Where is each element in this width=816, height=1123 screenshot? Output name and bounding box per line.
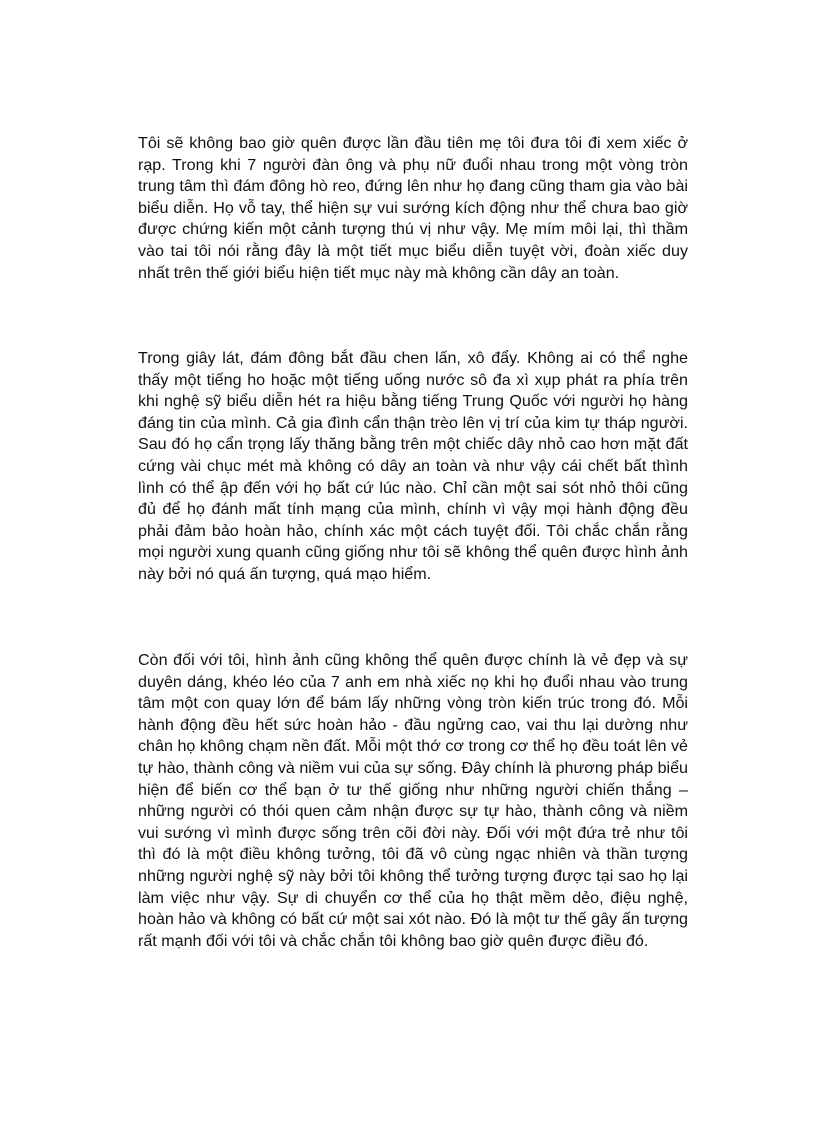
paragraph-2: Trong giây lát, đám đông bắt đầu chen lấn, xô đẩy. Không ai có thể nghe thấy một tiếng ho hoặc một tiếng uống nước sô đa xì xụp phát ra phía trên khi nghệ sỹ biểu diễn hét ra hiệu bằng tiếng Trung Quốc với người họ hàng đáng tin của mình. Cả gia đình cẩn thận trèo lên vị trí của kim tự tháp người. Sau đó họ cẩn trọng lấy thăng bằng trên một chiếc dây nhỏ cao hơn mặt đất cứng vài chục mét mà không có dây an toàn và như vậy cái chết bất thình lình có thể ập đến với họ bất cứ lúc nào. Chỉ cần một sai sót nhỏ thôi cũng đủ để họ đánh mất tính mạng của mình, chính vì vậy mọi hành động đều phải đảm bảo hoàn hảo, chính xác một cách tuyệt đối. Tôi chắc chắn rằng mọi người xung quanh cũng giống như tôi sẽ không thể quên được hình ảnh này bởi nó quá ấn tượng, quá mạo hiểm.	[138, 349, 688, 583]
paragraph-1: Tôi sẽ không bao giờ quên được lần đầu tiên mẹ tôi đưa tôi đi xem xiếc ở rạp. Trong khi 7 người đàn ông và phụ nữ đuổi nhau trong một vòng tròn trung tâm thì đám đông hò reo, đứng lên như họ đang cũng tham gia vào bài biểu diễn. Họ vỗ tay, thể hiện sự vui sướng kích động như thể chưa bao giờ được chứng kiến một cảnh tượng thú vị như vậy. Mẹ mím môi lại, thì thầm vào tai tôi nói rằng đây là một tiết mục biểu diễn tuyệt vời, đoàn xiếc duy nhất trên thế giới biểu hiện tiết mục này mà không cần dây an toàn.	[138, 134, 688, 282]
paragraph-3: Còn đối với tôi, hình ảnh cũng không thể quên được chính là vẻ đẹp và sự duyên dáng, khéo léo của 7 anh em nhà xiếc nọ khi họ đuổi nhau vào trung tâm một con quay lớn để bám lấy những vòng tròn kiến trúc trong đó. Mỗi hành động đều hết sức hoàn hảo - đầu ngửng cao, vai thu lại dường như chân họ không chạm nền đất. Mỗi một thớ cơ trong cơ thể họ đều toát lên vẻ tự hào, thành công và niềm vui của sự sống. Đây chính là phương pháp biểu hiện để biến cơ thể bạn ở tư thế giống như những người chiến thắng – những người có thói quen cảm nhận được sự tự hào, thành công và niềm vui sướng vì mình được sống trên cõi đời này. Đối với một đứa trẻ như tôi thì đó là một điều không tưởng, tôi đã vô cùng ngạc nhiên và thần tượng những người nghệ sỹ này bởi tôi không thể tưởng tượng được tại sao họ lại làm việc như vậy. Sự di chuyển cơ thể của họ thật mềm dẻo, điệu nghệ, hoàn hảo và không có bất cứ một sai xót nào. Đó là một tư thế gây ấn tượng rất mạnh đối với tôi và chắc chắn tôi không bao giờ quên được điều đó.	[138, 651, 688, 950]
